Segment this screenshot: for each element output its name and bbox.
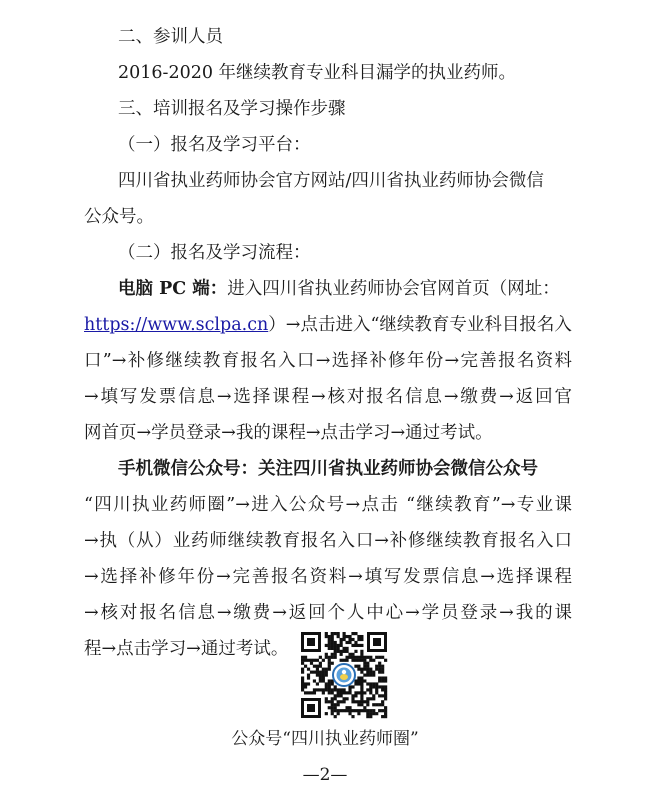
platform-line-1: 四川省执业药师协会官方网站/四川省执业药师协会微信 — [118, 171, 544, 191]
mobile-label: 手机微信公众号：关注四川省执业药师协会微信公众号 — [118, 459, 538, 479]
pc-line-1-text: 进入四川省执业药师协会官网首页（网址： — [227, 279, 560, 299]
pc-line-3: 口”→补修继续教育报名入口→选择补修年份→完善报名资料 — [84, 351, 572, 371]
mobile-line-3: →执（从）业药师继续教育报名入口→补修继续教育报名入口 — [84, 531, 572, 551]
pc-line-2-text: ）→点击进入“继续教育专业科目报名入 — [268, 315, 572, 335]
pc-line-2 — [84, 314, 572, 336]
page-number: —2— — [302, 765, 348, 785]
subsection-1-heading: （一）报名及学习平台： — [118, 135, 311, 155]
pc-line-4: →填写发票信息→选择课程→核对报名信息→缴费→返回官 — [84, 387, 572, 407]
section-2-heading: 二、参训人员 — [118, 27, 223, 47]
pc-label: 电脑 PC 端： — [118, 279, 228, 299]
qr-caption: 公众号“四川执业药师圈” — [231, 729, 419, 749]
mobile-line-4: →选择补修年份→完善报名资料→填写发票信息→选择课程 — [84, 567, 572, 587]
section-3-heading: 三、培训报名及学习操作步骤 — [118, 99, 346, 119]
pc-line-1 — [118, 278, 560, 300]
pc-line-5: 网首页→学员登录→我的课程→点击学习→通过考试。 — [84, 423, 493, 443]
platform-line-2: 公众号。 — [84, 207, 154, 227]
website-link[interactable]: https://www.sclpa.cn — [84, 315, 269, 335]
mobile-line-6: 程→点击学习→通过考试。 — [84, 639, 289, 659]
qr-code-image — [299, 630, 389, 720]
subsection-2-heading: （二）报名及学习流程： — [118, 243, 311, 263]
section-2-body: 2016-2020 年继续教育专业科目漏学的执业药师。 — [118, 63, 517, 83]
mobile-line-5: →核对报名信息→缴费→返回个人中心→学员登录→我的课 — [84, 603, 572, 623]
mobile-line-2: “四川执业药师圈”→进入公众号→点击 “继续教育”→专业课 — [84, 495, 572, 515]
